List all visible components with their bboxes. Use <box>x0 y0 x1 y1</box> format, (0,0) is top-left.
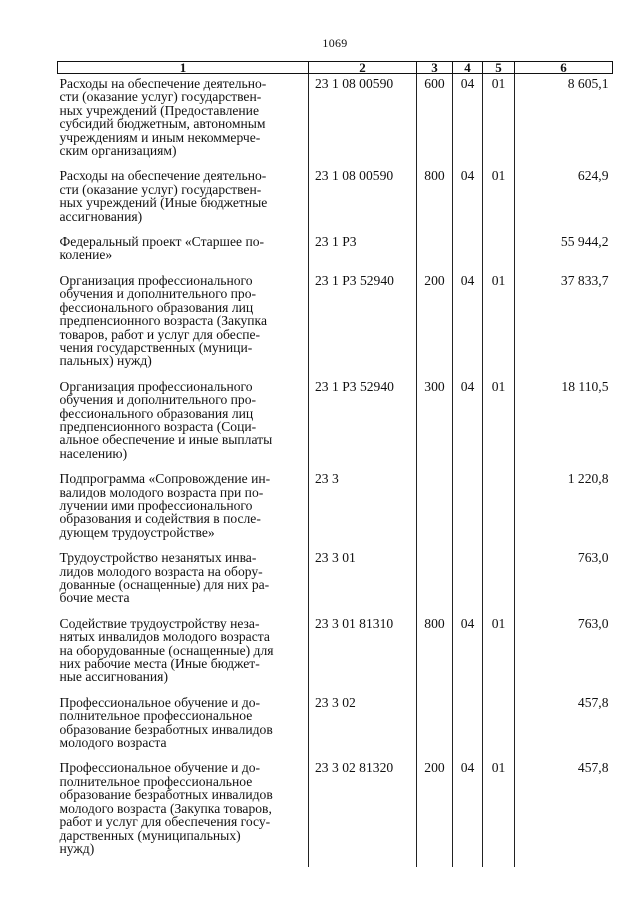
row-column-5: 01 <box>483 617 515 696</box>
row-code: 23 3 02 81320 <box>309 761 417 867</box>
description-line: альное обеспечение и иные выплаты <box>59 432 273 448</box>
table-row <box>58 696 613 762</box>
description-line: коление» <box>59 247 113 263</box>
row-description <box>58 696 309 762</box>
row-description <box>58 551 309 617</box>
row-column-5 <box>483 696 515 762</box>
description-line: Расходы на обеспечение деятельно- <box>59 168 267 184</box>
row-description <box>58 617 309 696</box>
header-row <box>58 62 613 74</box>
description-line: полнительное профессиональное <box>59 773 253 789</box>
description-line: дованные (оснащенные) для них ра- <box>59 577 270 592</box>
description-line: Профессиональное обучение и до- <box>59 760 261 776</box>
row-column-3 <box>417 551 453 617</box>
description-line: учреждениям и иным некоммерче- <box>59 129 261 145</box>
page-number: 1069 <box>322 36 348 50</box>
description-line: ные ассигнования) <box>59 669 168 685</box>
description-line: Организация профессионального <box>59 378 253 394</box>
row-column-3 <box>417 472 453 551</box>
row-amount: 457,8 <box>515 761 613 867</box>
row-description <box>58 380 309 472</box>
budget-table <box>57 61 613 867</box>
row-column-5: 01 <box>483 74 515 170</box>
row-column-4 <box>453 551 483 617</box>
row-column-5: 01 <box>483 274 515 380</box>
row-code: 23 1 08 00590 <box>309 74 417 170</box>
description-line: них рабочие места (Иные бюджет- <box>59 656 260 672</box>
row-description <box>58 235 309 274</box>
table-row <box>58 380 613 472</box>
description-line: обучения и дополнительного про- <box>59 286 257 302</box>
description-line: бочие места <box>59 590 130 606</box>
row-column-5 <box>483 472 515 551</box>
row-amount: 18 110,5 <box>515 380 613 472</box>
row-code: 23 3 <box>309 472 417 551</box>
description-line: образования и содействия в после- <box>59 511 261 527</box>
row-description <box>58 274 309 380</box>
row-column-3: 300 <box>417 380 453 472</box>
description-line: ных учреждений (Предоставление <box>59 102 259 118</box>
description-line: работ и услуг для обеспечения госу- <box>59 814 271 830</box>
row-description <box>58 169 309 235</box>
description-line: молодого возраста <box>59 735 167 751</box>
header-column-6: 6 <box>515 62 613 74</box>
row-column-5: 01 <box>483 169 515 235</box>
description-line: нужд) <box>59 840 95 856</box>
row-description <box>58 761 309 867</box>
description-line: нятых инвалидов молодого возраста <box>59 629 270 645</box>
row-column-4: 04 <box>453 761 483 867</box>
description-line: образование безработных инвалидов <box>59 721 273 737</box>
row-column-3: 200 <box>417 761 453 867</box>
description-line: дарственных (муниципальных) <box>59 827 241 843</box>
description-line: валидов молодого возраста при по- <box>59 484 264 500</box>
row-column-4 <box>453 472 483 551</box>
row-column-3 <box>417 235 453 274</box>
row-description <box>58 74 309 170</box>
table-header <box>58 62 613 74</box>
row-code: 23 1 08 00590 <box>309 169 417 235</box>
description-line: Содействие трудоустройству неза- <box>59 615 260 631</box>
table-row <box>58 617 613 696</box>
table-row <box>58 551 613 617</box>
description-line: дующем трудоустройстве» <box>59 524 215 540</box>
description-line: обучения и дополнительного про- <box>59 392 257 408</box>
description-line: ассигнования) <box>59 208 143 224</box>
row-code: 23 1 P3 <box>309 235 417 274</box>
table-body <box>58 74 613 868</box>
row-column-4: 04 <box>453 380 483 472</box>
row-column-3: 600 <box>417 74 453 170</box>
table-row <box>58 235 613 274</box>
description-line: Трудоустройство незанятых инва- <box>59 550 257 566</box>
row-column-5: 01 <box>483 761 515 867</box>
row-column-3: 200 <box>417 274 453 380</box>
description-line: образование безработных инвалидов <box>59 787 273 803</box>
row-amount: 763,0 <box>515 617 613 696</box>
row-column-3: 800 <box>417 617 453 696</box>
description-line: фессионального образования лиц <box>59 299 254 315</box>
description-line: предпенсионного возраста (Соци- <box>59 418 257 434</box>
row-column-5 <box>483 235 515 274</box>
row-code: 23 3 01 <box>309 551 417 617</box>
description-line: Организация профессионального <box>59 272 253 288</box>
description-line: Подпрограмма «Сопровождение ин- <box>59 471 271 487</box>
header-column-1: 1 <box>58 62 309 74</box>
header-column-2: 2 <box>309 62 417 74</box>
description-line: сти (оказание услуг) государствен- <box>59 89 262 105</box>
row-column-4: 04 <box>453 274 483 380</box>
description-line: чения государственных (муници- <box>59 339 253 355</box>
description-line: предпенсионного возраста (Закупка <box>59 313 267 329</box>
row-column-4: 04 <box>453 74 483 170</box>
header-column-5: 5 <box>483 62 515 74</box>
row-amount: 55 944,2 <box>515 235 613 274</box>
table-row <box>58 74 613 170</box>
row-column-5: 01 <box>483 380 515 472</box>
description-line: на оборудованные (оснащенные) для <box>59 642 274 658</box>
header-column-4: 4 <box>453 62 483 74</box>
description-line: товаров, работ и услуг для обеспе- <box>59 326 261 342</box>
row-column-4: 04 <box>453 169 483 235</box>
row-code: 23 1 P3 52940 <box>309 274 417 380</box>
row-amount: 8 605,1 <box>515 74 613 170</box>
row-code: 23 3 01 81310 <box>309 617 417 696</box>
row-code: 23 1 P3 52940 <box>309 380 417 472</box>
description-line: полнительное профессиональное <box>59 708 253 724</box>
table-row <box>58 169 613 235</box>
row-amount: 1 220,8 <box>515 472 613 551</box>
header-column-3: 3 <box>417 62 453 74</box>
table-row <box>58 761 613 867</box>
row-column-4 <box>453 696 483 762</box>
description-line: Профессиональное обучение и до- <box>59 694 261 710</box>
description-line: ных учреждений (Иные бюджетные <box>59 195 268 211</box>
row-amount: 624,9 <box>515 169 613 235</box>
row-column-4 <box>453 235 483 274</box>
row-description <box>58 472 309 551</box>
description-line: лучении ими профессионального <box>59 497 253 513</box>
description-line: сти (оказание услуг) государствен- <box>59 181 262 197</box>
row-code: 23 3 02 <box>309 696 417 762</box>
row-column-4: 04 <box>453 617 483 696</box>
description-line: фессионального образования лиц <box>59 405 254 421</box>
description-line: ским организациям) <box>59 143 177 159</box>
row-column-5 <box>483 551 515 617</box>
description-line: субсидий бюджетным, автономным <box>59 116 266 132</box>
row-amount: 37 833,7 <box>515 274 613 380</box>
description-line: Расходы на обеспечение деятельно- <box>59 76 267 91</box>
description-line: населению) <box>59 445 128 461</box>
table-row <box>58 274 613 380</box>
row-amount: 763,0 <box>515 551 613 617</box>
description-line: Федеральный проект «Старшее по- <box>59 234 265 250</box>
description-line: молодого возраста (Закупка товаров, <box>59 800 272 816</box>
description-line: пальных) нужд) <box>59 353 152 369</box>
description-line: лидов молодого возраста на обору- <box>59 563 263 579</box>
row-column-3: 800 <box>417 169 453 235</box>
table-row <box>58 472 613 551</box>
row-amount: 457,8 <box>515 696 613 762</box>
row-column-3 <box>417 696 453 762</box>
